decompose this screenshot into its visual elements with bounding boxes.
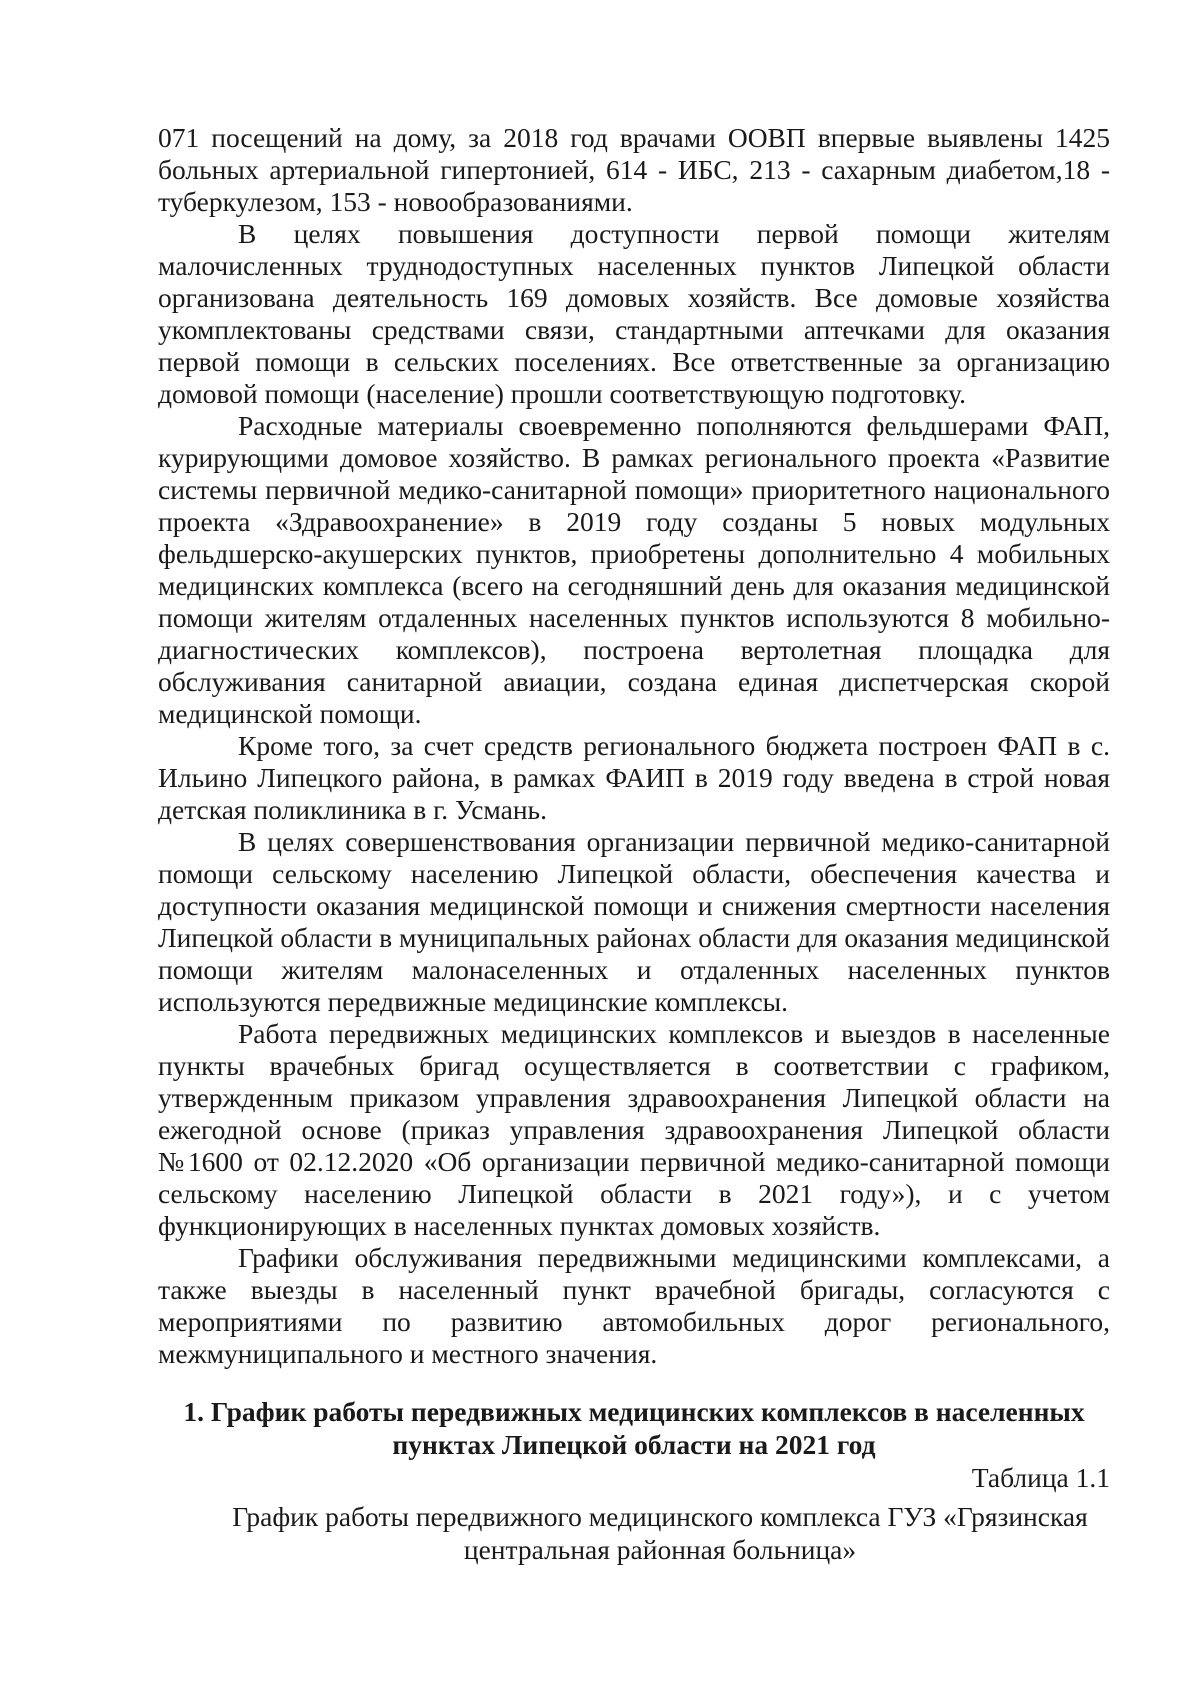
table-number: Таблица 1.1 [971, 1462, 1110, 1493]
paragraph-3: Расходные материалы своевременно пополняются фельдшерами ФАП, курирующими домовое хозяйство. В рамках регионального проекта «Развитие системы первичной медико-санитарной помощи» приоритетного национального проекта «Здравоохранение» в 2019 году созданы 5 новых модульных фельдшерско-акушерских пунктов, приобретены дополнительно 4 мобильных медицинских комплекса (всего на сегодняшний день для оказания медицинской помощи жителям отдаленных населенных пунктов используются 8 мобильно-диагностических комплексов), построена вертолетная площадка для обслуживания санитарной авиации, создана единая диспетчерская скорой медицинской помощи. [158, 410, 1110, 729]
paragraph-4: Кроме того, за счет средств регионального бюджета построен ФАП в с. Ильино Липецкого района, в рамках ФАИП в 2019 году введена в строй новая детская поликлиника в г. Усмань. [158, 730, 1110, 825]
body-text [158, 122, 1110, 1370]
paragraph-1: 071 посещений на дому, за 2018 год врачами ООВП впервые выявлены 1425 больных артериальной гипертонией, 614 - ИБС, 213 - сахарным диабетом,18 - туберкулезом, 153 - новообразованиями. [158, 122, 1110, 217]
paragraph-7: Графики обслуживания передвижными медицинскими комплексами, а также выезды в населенный пункт врачебной бригады, согласуются с мероприятиями по развитию автомобильных дорог регионального, межмуниципального и местного значения. [158, 1242, 1110, 1369]
section-heading: 1. График работы передвижных медицинских комплексов в населенных пунктах Липецкой области на 2021 год [183, 1396, 1085, 1460]
paragraph-6: Работа передвижных медицинских комплексов и выездов в населенные пункты врачебных бригад осуществляется в соответствии с графиком, утвержденным приказом управления здравоохранения Липецкой области на ежегодной основе (приказ управления здравоохранения Липецкой области №1600 от 02.12.2020 «Об организации первичной медико-санитарной помощи сельскому населению Липецкой области в 2021 году»), и с учетом функционирующих в населенных пунктах домовых хозяйств. [158, 1018, 1110, 1241]
table-caption: График работы передвижного медицинского комплекса ГУЗ «Грязинская центральная районная больница» [232, 1501, 1088, 1565]
paragraph-2: В целях повышения доступности первой помощи жителям малочисленных труднодоступных населенных пунктов Липецкой области организована деятельность 169 домовых хозяйств. Все домовые хозяйства укомплектованы средствами связи, стандартными аптечками для оказания первой помощи в сельских поселениях. Все ответственные за организацию домовой помощи (население) прошли соответствующую подготовку. [158, 218, 1110, 409]
paragraph-5: В целях совершенствования организации первичной медико-санитарной помощи сельскому населению Липецкой области, обеспечения качества и доступности оказания медицинской помощи и снижения смертности населения Липецкой области в муниципальных районах области для оказания медицинской помощи жителям малонаселенных и отдаленных населенных пунктов используются передвижные медицинские комплексы. [158, 826, 1110, 1017]
